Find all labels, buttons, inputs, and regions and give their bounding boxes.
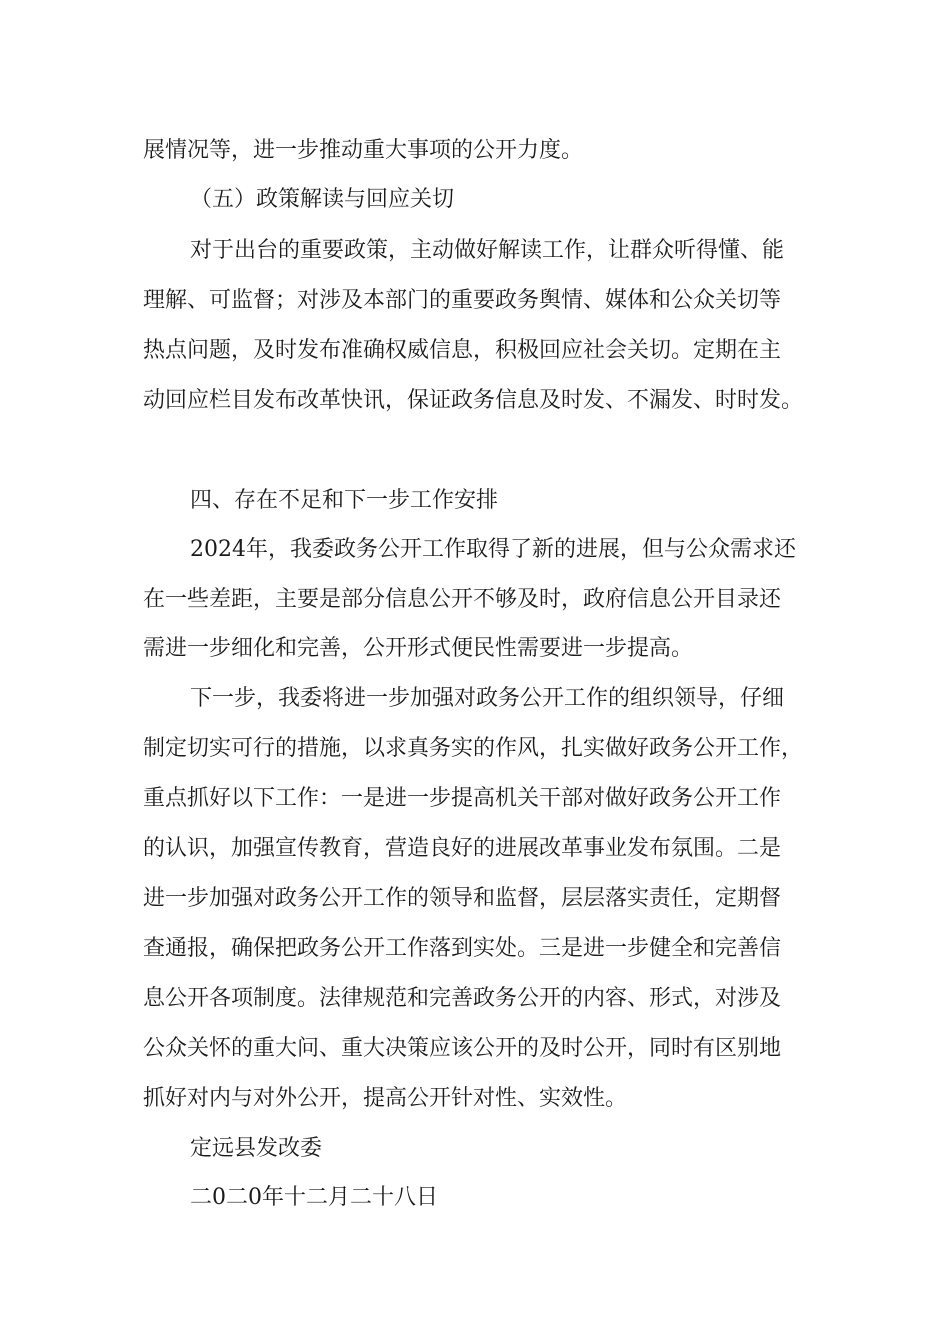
section-5-line-3: 热点问题，及时发布准确权威信息，积极回应社会关切。定期在主 [143, 338, 782, 363]
para-1-line-1: 2024年，我委政务公开工作取得了新的进展，但与公众需求还 [190, 537, 796, 562]
para-2-line-8: 公众关怀的重大问、重大决策应该公开的及时公开，同时有区别地 [143, 1036, 782, 1061]
signature-org: 定远县发改委 [190, 1136, 323, 1161]
section-5-line-1: 对于出台的重要政策，主动做好解读工作，让群众听得懂、能 [190, 238, 785, 263]
section-5-line-2: 理解、可监督；对涉及本部门的重要政务舆情、媒体和公众关切等 [143, 288, 782, 313]
signature-date: 二0二0年十二月二十八日 [190, 1185, 438, 1210]
para-2-line-6: 查通报，确保把政务公开工作落到实处。三是进一步健全和完善信 [143, 936, 782, 961]
para-1-line-2: 在一些差距，主要是部分信息公开不够及时，政府信息公开目录还 [143, 587, 782, 612]
para-2-line-5: 进一步加强对政务公开工作的领导和监督，层层落实责任，定期督 [143, 886, 782, 911]
section-5-line-4: 动回应栏目发布改革快讯，保证政务信息及时发、不漏发、时时发。 [143, 388, 804, 413]
para-2-line-2: 制定切实可行的措施，以求真务实的作风，扎实做好政务公开工作， [143, 736, 804, 761]
para-2-line-9: 抓好对内与对外公开，提高公开针对性、实效性。 [143, 1086, 628, 1111]
section-4-heading: 四、存在不足和下一步工作安排 [190, 488, 499, 513]
para-1-line-3: 需进一步细化和完善，公开形式便民性需要进一步提高。 [143, 636, 694, 661]
para-2-line-3: 重点抓好以下工作：一是进一步提高机关干部对做好政务公开工作 [143, 786, 782, 811]
continuation-line: 展情况等，进一步推动重大事项的公开力度。 [143, 138, 584, 163]
para-2-line-7: 息公开各项制度。法律规范和完善政务公开的内容、形式，对涉及 [143, 986, 782, 1011]
para-2-line-4: 的认识，加强宣传教育，营造良好的进展改革事业发布氛围。二是 [143, 836, 782, 861]
section-5-heading: （五）政策解读与回应关切 [190, 187, 455, 212]
para-2-line-1: 下一步，我委将进一步加强对政务公开工作的组织领导，仔细 [190, 686, 785, 711]
